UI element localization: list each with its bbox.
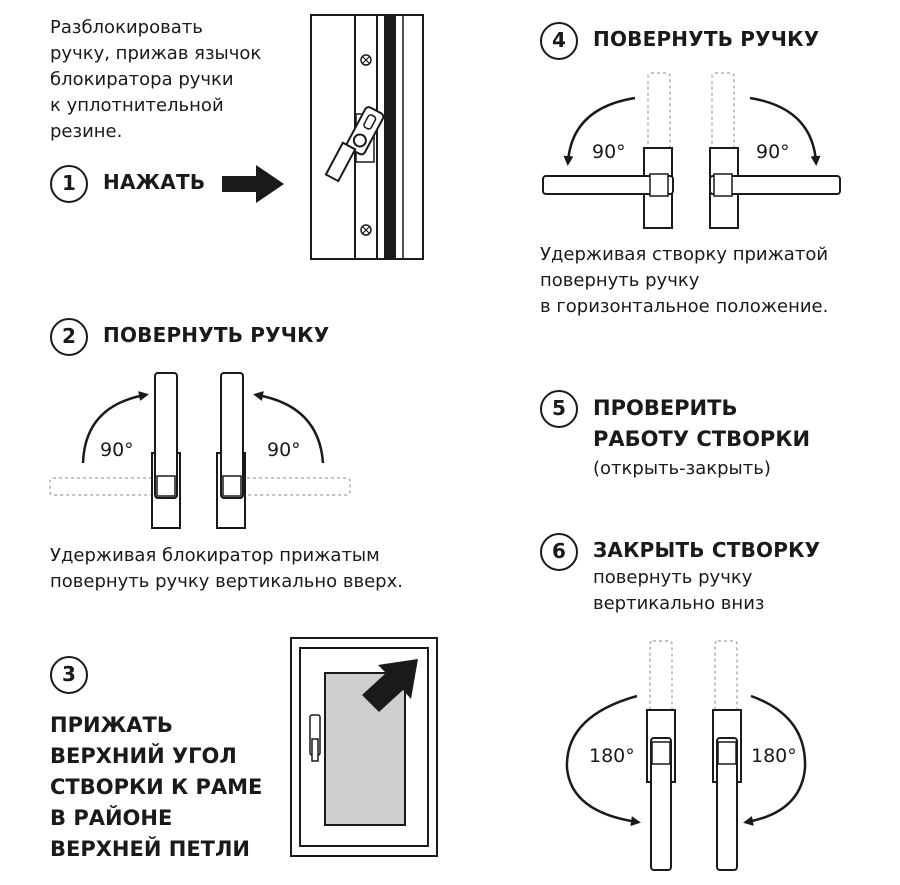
step4-title: ПОВЕРНУТЬ РУЧКУ xyxy=(593,27,820,51)
step6-angle-right: 180° xyxy=(751,745,797,767)
step6-note: повернуть ручку вертикально вниз xyxy=(593,567,765,614)
step2-angle-left: 90° xyxy=(100,439,134,461)
step2-angle-right: 90° xyxy=(267,439,301,461)
step5-title: ПРОВЕРИТЬ РАБОТУ СТВОРКИ xyxy=(593,396,811,451)
step2-title: ПОВЕРНУТЬ РУЧКУ xyxy=(103,323,330,347)
step3-title: ПРИЖАТЬ ВЕРХНИЙ УГОЛ СТВОРКИ К РАМЕ В РАЙОНЕ ВЕРХНЕЙ ПЕТЛИ xyxy=(50,713,263,861)
step6-title: ЗАКРЫТЬ СТВОРКУ xyxy=(593,538,821,562)
step2-rotation-diagram xyxy=(45,368,355,533)
step1-instruction: Разблокировать ручку, прижав язычок блокиратора ручки к уплотнительной резине. xyxy=(50,17,262,142)
window-sash-illustration xyxy=(290,637,438,857)
step6-number: 6 xyxy=(540,533,578,571)
step6-angle-left: 180° xyxy=(589,745,635,767)
step2-caption: Удерживая блокиратор прижатым повернуть ручку вертикально вверх. xyxy=(50,545,403,592)
step4-rotation-diagram xyxy=(540,70,845,235)
step3-number: 3 xyxy=(50,656,88,694)
step5-number: 5 xyxy=(540,390,578,428)
step1-title: НАЖАТЬ xyxy=(103,170,206,194)
step1-number: 1 xyxy=(50,165,88,203)
push-arrow-icon xyxy=(222,165,286,205)
step5-note: (открыть-закрыть) xyxy=(593,458,771,479)
step4-caption: Удерживая створку прижатой повернуть ручку в горизонтальное положение. xyxy=(540,244,829,317)
handle-lock-illustration xyxy=(310,14,425,260)
step4-angle-right: 90° xyxy=(756,141,790,163)
step6-rotation-diagram xyxy=(555,638,815,876)
step2-number: 2 xyxy=(50,318,88,356)
step4-number: 4 xyxy=(540,22,578,60)
step4-angle-left: 90° xyxy=(592,141,626,163)
